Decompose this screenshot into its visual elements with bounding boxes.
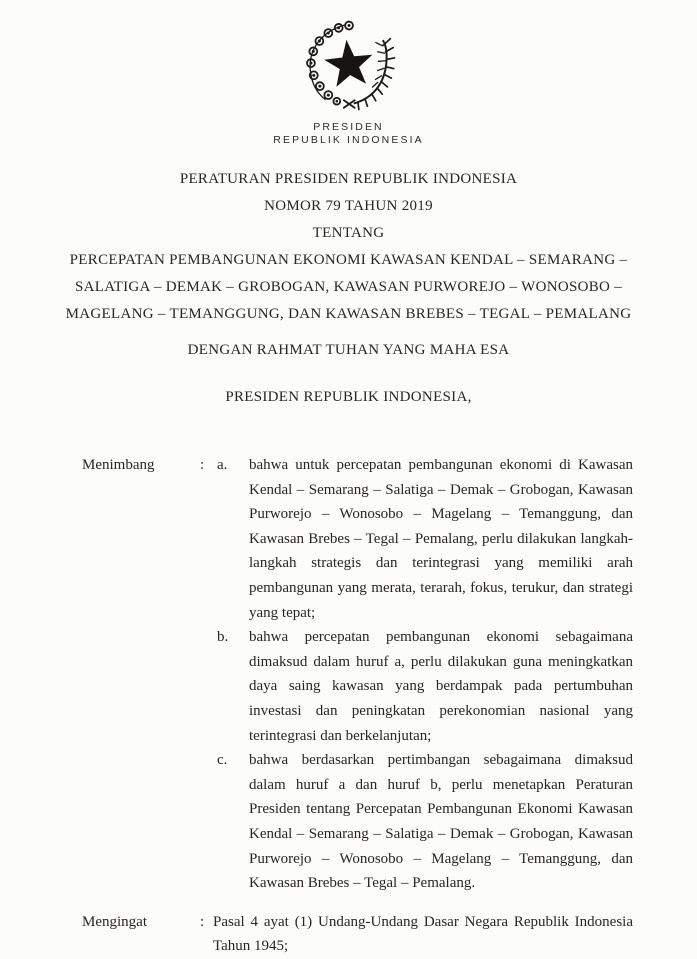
clause-marker-b: b. (217, 629, 229, 646)
doc-subject: PERCEPATAN PEMBANGUNAN EKONOMI KAWASAN KENDAL – SEMARANG – SALATIGA – DEMAK – GROBOGAN, KAWASAN PURWOREJO – WONOSOBO – MAGELANG – TEMANGGUNG, DAN KAWASAN BREBES – TEGAL – PEMALANG (65, 252, 632, 322)
considering-colon: : (200, 457, 205, 473)
org-line-presiden: PRESIDEN (313, 121, 384, 133)
doc-title-block (0, 166, 697, 328)
tentang-label: TENTANG (312, 225, 385, 241)
authority-line: PRESIDEN REPUBLIK INDONESIA, (225, 389, 472, 405)
recalling-label: Mengingat (82, 913, 147, 930)
doc-number: NOMOR 79 TAHUN 2019 (264, 198, 433, 214)
clause-text-a: bahwa untuk percepatan pembangunan ekonomi di Kawasan Kendal – Semarang – Salatiga – Demak – Grobogan, Kawasan Purworejo – Wonosobo – Magelang – Temanggung, dan Kawasan Brebes – Tegal – Pemalang, perlu dilakukan langkah-langkah strategis dan terintegrasi yang memiliki arah pembangunan yang merata, terarah, fokus, terukur, dan strategi yang tepat; (249, 457, 633, 621)
recalling-colon: : (200, 913, 205, 930)
clause-marker-a: a. (217, 457, 228, 473)
considering-item-a (217, 453, 633, 625)
clause-marker-c: c. (217, 752, 228, 769)
org-line-republik-indonesia: REPUBLIK INDONESIA (273, 134, 424, 146)
recalling-section (82, 910, 633, 959)
clause-text-b: bahwa percepatan pembangunan ekonomi sebagaimana dimaksud dalam huruf a, perlu dilakukan guna meningkatkan daya saing kawasan yang berdampak pada pertumbuhan investasi dan peningkatan perekonomian nasional yang terintegrasi dan berkelanjutan; (249, 629, 633, 744)
clause-text-c: bahwa berdasarkan pertimbangan sebagaimana dimaksud dalam huruf a dan huruf b, perlu menetapkan Peraturan Presiden tentang Percepatan Pembangunan Ekonomi Kawasan Kendal – Semarang – Salatiga – Demak – Grobogan, Kawasan Purworejo – Wonosobo – Magelang – Temanggung, dan Kawasan Brebes – Tegal – Pemalang. (249, 752, 633, 892)
considering-label: Menimbang (82, 457, 155, 473)
considering-section (82, 453, 633, 896)
recalling-text: Pasal 4 ayat (1) Undang-Undang Dasar Negara Republik Indonesia Tahun 1945; (213, 913, 633, 955)
doc-title: PERATURAN PRESIDEN REPUBLIK INDONESIA (179, 171, 518, 187)
invocation-line: DENGAN RAHMAT TUHAN YANG MAHA ESA (187, 342, 510, 358)
considering-item-b (217, 625, 633, 748)
presidential-seal-icon (301, 18, 397, 112)
considering-item-c (217, 748, 633, 896)
org-name (0, 121, 697, 147)
considering-items (217, 453, 633, 896)
